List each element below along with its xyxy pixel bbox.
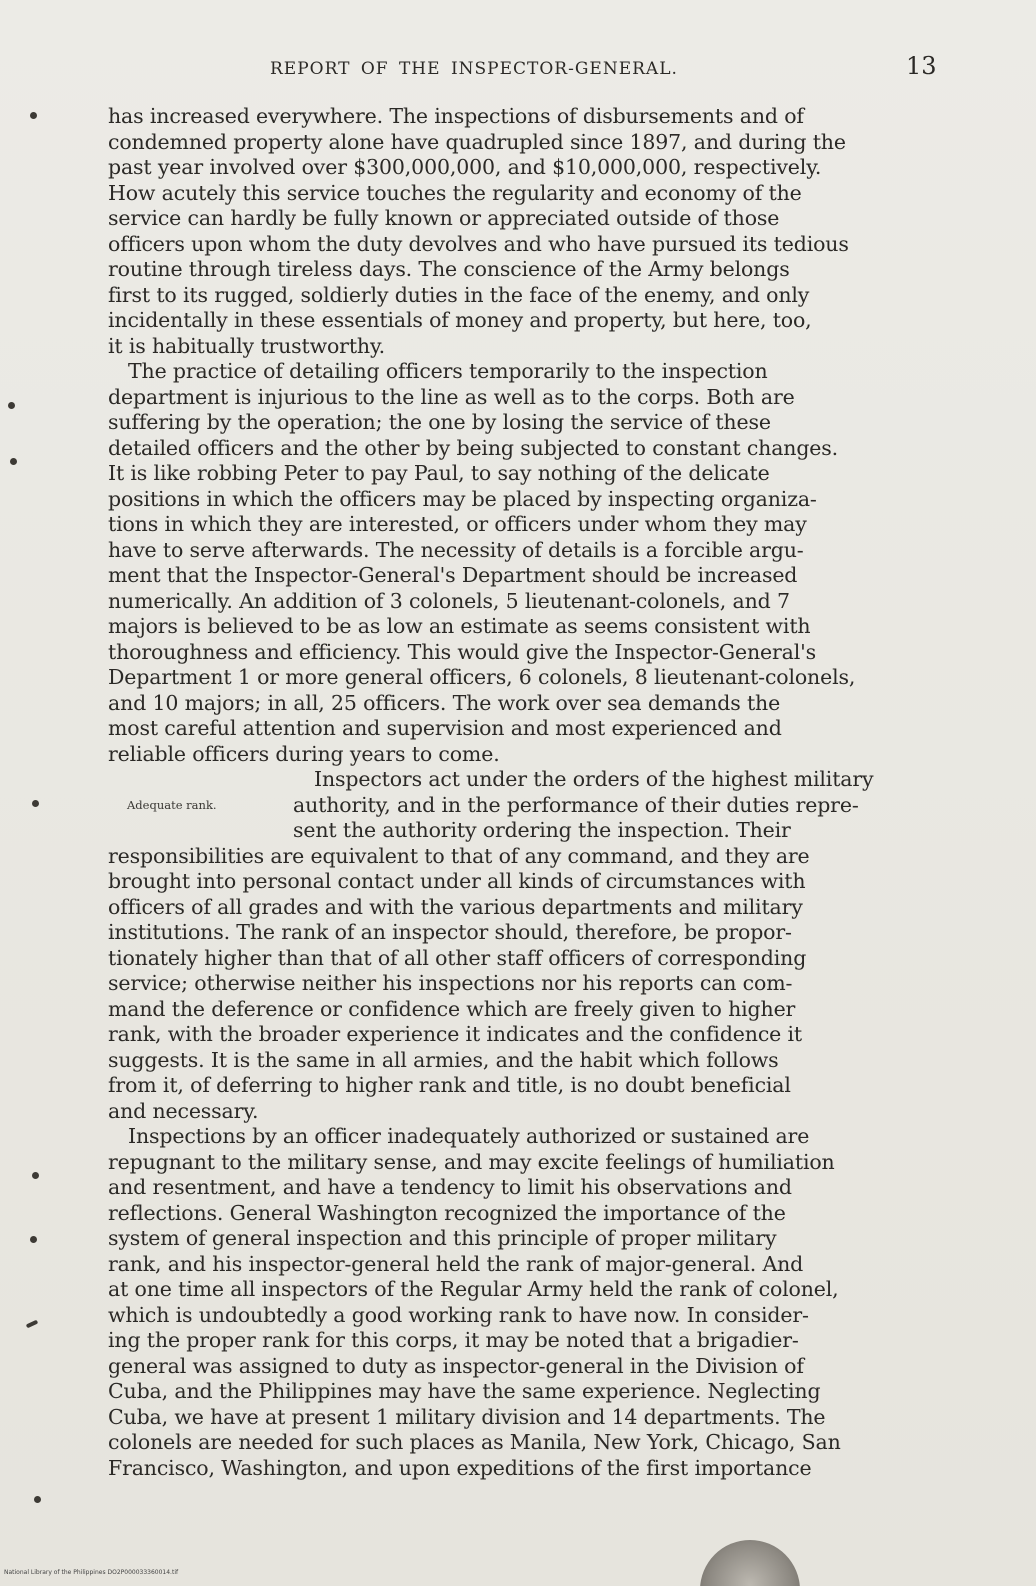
text-line: system of general inspection and this principle of proper military bbox=[108, 1226, 777, 1250]
text-line: past year involved over $300,000,000, and $10,000,000, respectively. bbox=[108, 155, 822, 179]
text-line: service can hardly be fully known or appreciated outside of those bbox=[108, 206, 780, 230]
text-line: officers of all grades and with the various departments and military bbox=[108, 894, 803, 919]
text-line: responsibilities are equivalent to that of any command, and they are bbox=[108, 843, 810, 868]
text-line: rank, with the broader experience it indicates and the confidence it bbox=[108, 1022, 803, 1046]
text-line: tions in which they are interested, or officers under whom they may bbox=[108, 512, 807, 536]
text-line: which is undoubtedly a good working rank to have now. In consider- bbox=[108, 1302, 809, 1327]
text-line: rank, and his inspector-general held the rank of major-general. And bbox=[108, 1251, 804, 1276]
thumb-shadow bbox=[700, 1540, 800, 1586]
text-line: majors is believed to be as low an estimate as seems consistent with bbox=[108, 614, 811, 638]
margin-note: Adequate rank. bbox=[127, 798, 217, 812]
text-line: department is injurious to the line as well as to the corps. Both are bbox=[108, 384, 795, 409]
text-line: ment that the Inspector-General's Department should be increased bbox=[108, 563, 798, 587]
text-line: and 10 majors; in all, 25 officers. The work over sea demands the bbox=[108, 690, 781, 715]
text-line: sent the authority ordering the inspection. Their bbox=[293, 818, 791, 842]
text-line: most careful attention and supervision and most experienced and bbox=[108, 716, 782, 740]
text-line: Francisco, Washington, and upon expeditions of the first importance bbox=[108, 1455, 812, 1480]
paragraph-start-line: Inspections by an officer inadequately authorized or sustained are bbox=[128, 1124, 810, 1148]
scan-mark bbox=[26, 1320, 39, 1329]
paragraph-start-line: Inspectors act under the orders of the highest military bbox=[314, 767, 874, 791]
text-line: reflections. General Washington recognized the importance of the bbox=[108, 1200, 786, 1225]
scan-mark bbox=[32, 800, 39, 807]
text-line: tionately higher than that of all other staff officers of corresponding bbox=[108, 945, 807, 970]
body-text bbox=[108, 104, 948, 1481]
text-line: detailed officers and the other by being subjected to constant changes. bbox=[108, 435, 839, 460]
paragraph-start-line: The practice of detailing officers temporarily to the inspection bbox=[128, 359, 768, 383]
text-line: service; otherwise neither his inspections nor his reports can com- bbox=[108, 971, 793, 995]
text-line: How acutely this service touches the regularity and economy of the bbox=[108, 180, 802, 205]
scan-footer: National Library of the Philippines DO2P000033360014.tif bbox=[4, 1569, 179, 1576]
text-line: general was assigned to duty as inspector-general in the Division of bbox=[108, 1353, 804, 1378]
text-line: mand the deference or confidence which are freely given to higher bbox=[108, 996, 796, 1021]
text-line: Department 1 or more general officers, 6 colonels, 8 lieutenant-colonels, bbox=[108, 665, 856, 689]
text-line: routine through tireless days. The conscience of the Army belongs bbox=[108, 257, 790, 281]
scan-mark bbox=[30, 1236, 37, 1243]
text-line: numerically. An addition of 3 colonels, 5 lieutenant-colonels, and 7 bbox=[108, 588, 790, 613]
text-line: It is like robbing Peter to pay Paul, to say nothing of the delicate bbox=[108, 461, 770, 485]
text-line: and resentment, and have a tendency to limit his observations and bbox=[108, 1175, 792, 1199]
text-line: suggests. It is the same in all armies, and the habit which follows bbox=[108, 1047, 779, 1072]
text-line: it is habitually trustworthy. bbox=[108, 333, 386, 358]
scan-mark bbox=[32, 1172, 39, 1179]
text-line: repugnant to the military sense, and may excite feelings of humiliation bbox=[108, 1149, 835, 1174]
text-line: have to serve afterwards. The necessity of details is a forcible argu- bbox=[108, 537, 804, 562]
text-line: at one time all inspectors of the Regular Army held the rank of colonel, bbox=[108, 1277, 839, 1301]
text-line: Cuba, we have at present 1 military division and 14 departments. The bbox=[108, 1404, 826, 1429]
running-head: REPORT OF THE INSPECTOR-GENERAL. bbox=[270, 59, 678, 79]
text-line: condemned property alone have quadrupled since 1897, and during the bbox=[108, 129, 846, 154]
text-line: incidentally in these essentials of money and property, but here, too, bbox=[108, 308, 812, 332]
page-number: 13 bbox=[906, 52, 937, 80]
text-line: first to its rugged, soldierly duties in the face of the enemy, and only bbox=[108, 282, 810, 307]
text-line: colonels are needed for such places as Manila, New York, Chicago, San bbox=[108, 1430, 841, 1454]
text-line: positions in which the officers may be placed by inspecting organiza- bbox=[108, 486, 817, 511]
scan-mark bbox=[10, 458, 17, 465]
text-line: officers upon whom the duty devolves and who have pursued its tedious bbox=[108, 231, 849, 256]
text-line: suffering by the operation; the one by losing the service of these bbox=[108, 410, 771, 434]
text-line: thoroughness and efficiency. This would give the Inspector-General's bbox=[108, 639, 817, 664]
text-line: Cuba, and the Philippines may have the same experience. Neglecting bbox=[108, 1379, 821, 1403]
text-line: brought into personal contact under all kinds of circumstances with bbox=[108, 869, 806, 893]
scan-mark bbox=[8, 402, 15, 409]
text-line: from it, of deferring to higher rank and title, is no doubt beneficial bbox=[108, 1073, 791, 1097]
text-line: institutions. The rank of an inspector should, therefore, be propor- bbox=[108, 920, 792, 944]
scan-mark bbox=[30, 112, 37, 119]
text-line: reliable officers during years to come. bbox=[108, 741, 500, 766]
text-line: authority, and in the performance of their duties repre- bbox=[293, 792, 859, 817]
scan-mark bbox=[34, 1496, 41, 1503]
text-line: and necessary. bbox=[108, 1098, 259, 1123]
text-line: ing the proper rank for this corps, it may be noted that a brigadier- bbox=[108, 1328, 799, 1352]
text-line: has increased everywhere. The inspections of disbursements and of bbox=[108, 104, 804, 128]
